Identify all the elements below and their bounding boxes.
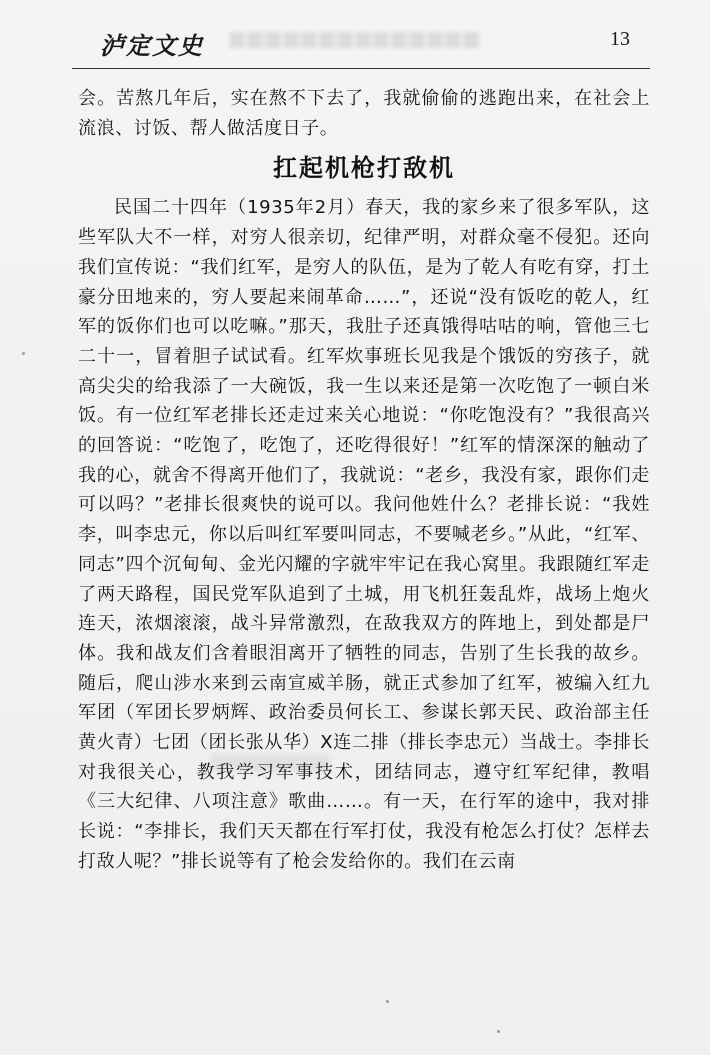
body-paragraph: 民国二十四年（1935年2月）春天，我的家乡来了很多军队，这些军队大不一样，对穷人很亲切，纪律严明，对群众毫不侵犯。还向我们宣传说：“我们红军，是穷人的队伍，是为了乾人有吃有穿，打土豪分田地来的，穷人要起来闹革命……”，还说“没有饭吃的乾人，红军的饭你们也可以吃嘛。”那天，我肚子还真饿得咕咕的响，管他三七二十一，冒着胆子试试看。红军炊事班长见我是个饿饭的穷孩子，就高尖尖的给我添了一大碗饭，我一生以来还是第一次吃饱了一顿白米饭。有一位红军老排长还走过来关心地说：“你吃饱没有？”我很高兴的回答说：“吃饱了，吃饱了，还吃得很好！”红军的情深深的触动了我的心，就舍不得离开他们了，我就说：“老乡，我没有家，跟你们走可以吗？”老排长很爽快的说可以。我问他姓什么？老排长说：“我姓李，叫李忠元，你以后叫红军要叫同志，不要喊老乡。”从此，“红军、同志”四个沉甸甸、金光闪耀的字就牢牢记在我心窝里。我跟随红军走了两天路程，国民党军队追到了土城，用飞机狂轰乱炸，战场上炮火连天，浓烟滚滚，战斗异常激烈，在敌我双方的阵地上，到处都是尸体。我和战友们含着眼泪离开了牺牲的同志，告别了生长我的故乡。随后，爬山涉水来到云南宣威羊肠，就正式参加了红军，被编入红九军团（军团长罗炳辉、政治委员何长工、参谋长郭天民、政治部主任黄火青）七团（团长张从华）X连二排（排长李忠元）当战士。李排长对我很关心，教我学习军事技术，团结同志，遵守红军纪律，教唱《三大纪律、八项注意》歌曲……。有一天，在行军的途中，我对排长说：“李排长，我们天天都在行军打仗，我没有枪怎么打仗？怎样去打敌人呢？”排长说等有了枪会发给你的。我们在云南 — [78, 197, 650, 872]
paper-speck — [386, 1000, 389, 1003]
section-title: 扛起机枪打敌机 — [273, 154, 455, 183]
paper-speck — [22, 352, 25, 355]
continuation-paragraph: 会。苦熬几年后，实在熬不下去了，我就偷偷的逃跑出来，在社会上流浪、讨饭、帮人做活度日子。 — [78, 88, 650, 139]
show-through-smudge — [210, 754, 330, 772]
journal-title: 泸定文史 — [100, 31, 204, 60]
running-header — [100, 22, 640, 62]
body-text — [78, 84, 650, 877]
header-rule — [72, 68, 650, 69]
paper-speck — [497, 1030, 500, 1033]
show-through-smudge — [230, 32, 480, 48]
page-number: 13 — [610, 28, 630, 50]
